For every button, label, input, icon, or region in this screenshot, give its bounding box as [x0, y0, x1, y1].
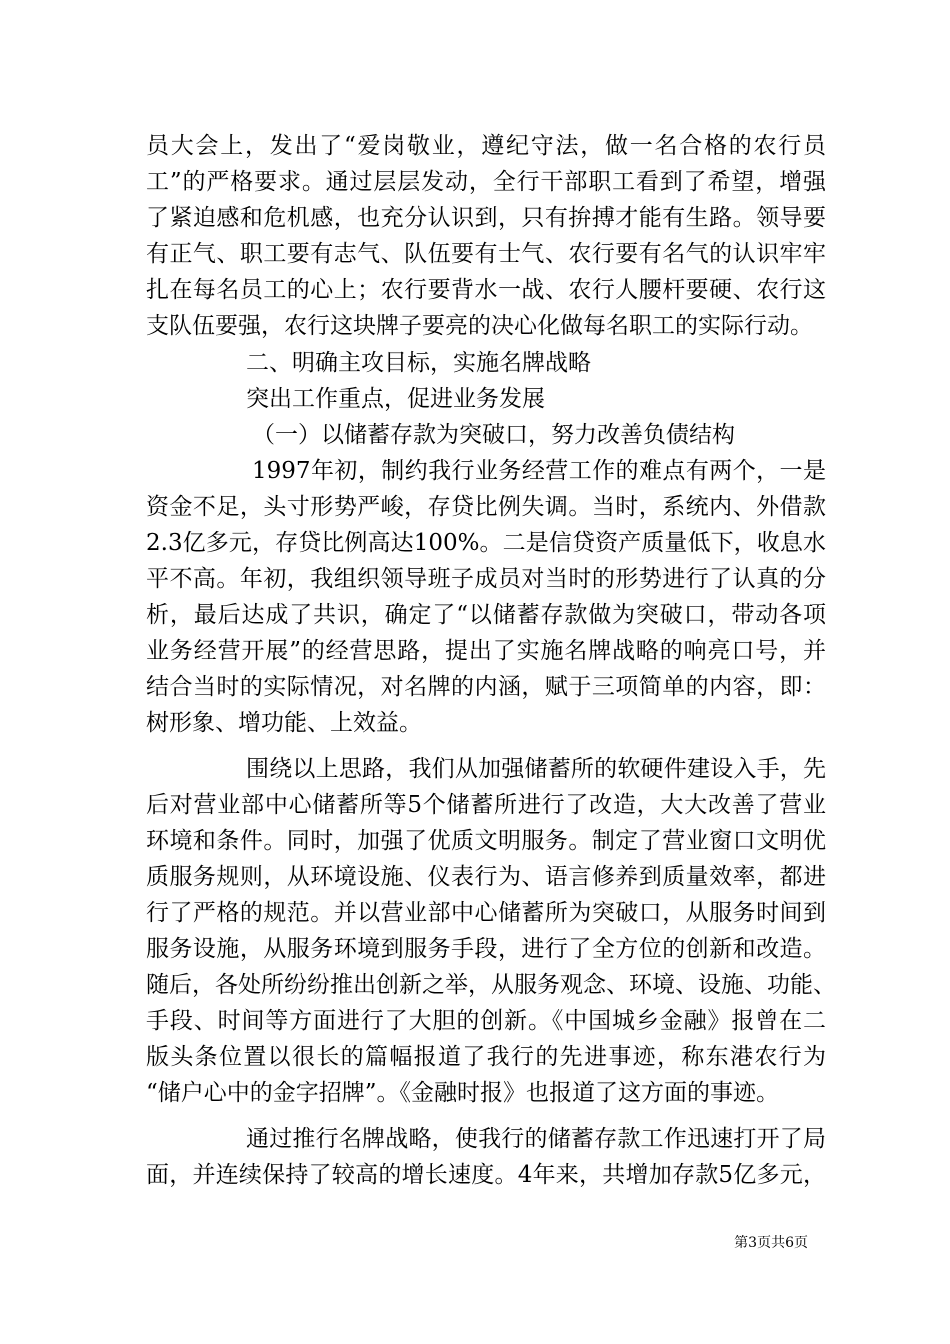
paragraph-4-line-1: 通过推行名牌战略，使我行的储蓄存款工作迅速打开了局 [246, 1126, 826, 1152]
paragraph-2-line-4: 平不高。年初，我组织领导班子成员对当时的形势进行了认真的分 [146, 566, 826, 592]
paragraph-4-line-2: 面，并连续保持了较高的增长速度。4年来，共增加存款5亿多元， [146, 1162, 826, 1188]
subsection-heading: （一）以储蓄存款为突破口，努力改善负债结构 [252, 422, 735, 448]
paragraph-2-line-2: 资金不足，头寸形势严峻，存贷比例失调。当时，系统内、外借款 [146, 494, 826, 520]
paragraph-1-line-4: 有正气、职工要有志气、队伍要有士气、农行要有名气的认识牢牢 [146, 241, 826, 267]
paragraph-1-line-3: 了紧迫感和危机感，也充分认识到，只有拚搏才能有生路。领导要 [146, 205, 826, 231]
section-heading: 二、明确主攻目标，实施名牌战略 [246, 350, 591, 376]
paragraph-3-line-2: 后对营业部中心储蓄所等5个储蓄所进行了改造，大大改善了营业 [146, 792, 826, 818]
paragraph-3-line-10: “储户心中的金字招牌”。《金融时报》也报道了这方面的事迹。 [146, 1080, 780, 1106]
section-subheading: 突出工作重点，促进业务发展 [246, 386, 545, 412]
paragraph-3-line-5: 行了严格的规范。并以营业部中心储蓄所为突破口，从服务时间到 [146, 900, 826, 926]
paragraph-3-line-3: 环境和条件。同时，加强了优质文明服务。制定了营业窗口文明优 [146, 828, 826, 854]
paragraph-3-line-8: 手段、时间等方面进行了大胆的创新。《中国城乡金融》报曾在二 [146, 1008, 826, 1034]
paragraph-2-line-8: 树形象、增功能、上效益。 [146, 710, 422, 736]
paragraph-3-line-6: 服务设施，从服务环境到服务手段，进行了全方位的创新和改造。 [146, 936, 826, 962]
paragraph-1-line-5: 扎在每名员工的心上；农行要背水一战、农行人腰杆要硬、农行这 [146, 277, 826, 303]
paragraph-2-line-5: 析，最后达成了共识，确定了“以储蓄存款做为突破口，带动各项 [146, 602, 826, 628]
page-number: 第3页共6页 [734, 1235, 808, 1251]
paragraph-1-line-6: 支队伍要强，农行这块牌子要亮的决心化做每名职工的实际行动。 [146, 313, 813, 339]
paragraph-3-line-4: 质服务规则，从环境设施、仪表行为、语言修养到质量效率，都进 [146, 864, 826, 890]
paragraph-2-line-6: 业务经营开展”的经营思路，提出了实施名牌战略的响亮口号，并 [146, 638, 826, 664]
paragraph-1-line-1: 员大会上，发出了“爱岗敬业，遵纪守法，做一名合格的农行员 [146, 133, 826, 159]
paragraph-2-line-3: 2.3亿多元，存贷比例高达100%。二是信贷资产质量低下，收息水 [146, 530, 826, 556]
paragraph-1-line-2: 工”的严格要求。通过层层发动，全行干部职工看到了希望，增强 [146, 169, 826, 195]
paragraph-3-line-9: 版头条位置以很长的篇幅报道了我行的先进事迹，称东港农行为 [146, 1044, 826, 1070]
paragraph-3-line-7: 随后，各处所纷纷推出创新之举，从服务观念、环境、设施、功能、 [146, 972, 836, 998]
paragraph-2-line-7: 结合当时的实际情况，对名牌的内涵，赋于三项简单的内容，即： [146, 674, 826, 700]
paragraph-3-line-1: 围绕以上思路，我们从加强储蓄所的软硬件建设入手，先 [246, 756, 826, 782]
paragraph-2-line-1: 1997年初，制约我行业务经营工作的难点有两个，一是 [252, 458, 826, 484]
